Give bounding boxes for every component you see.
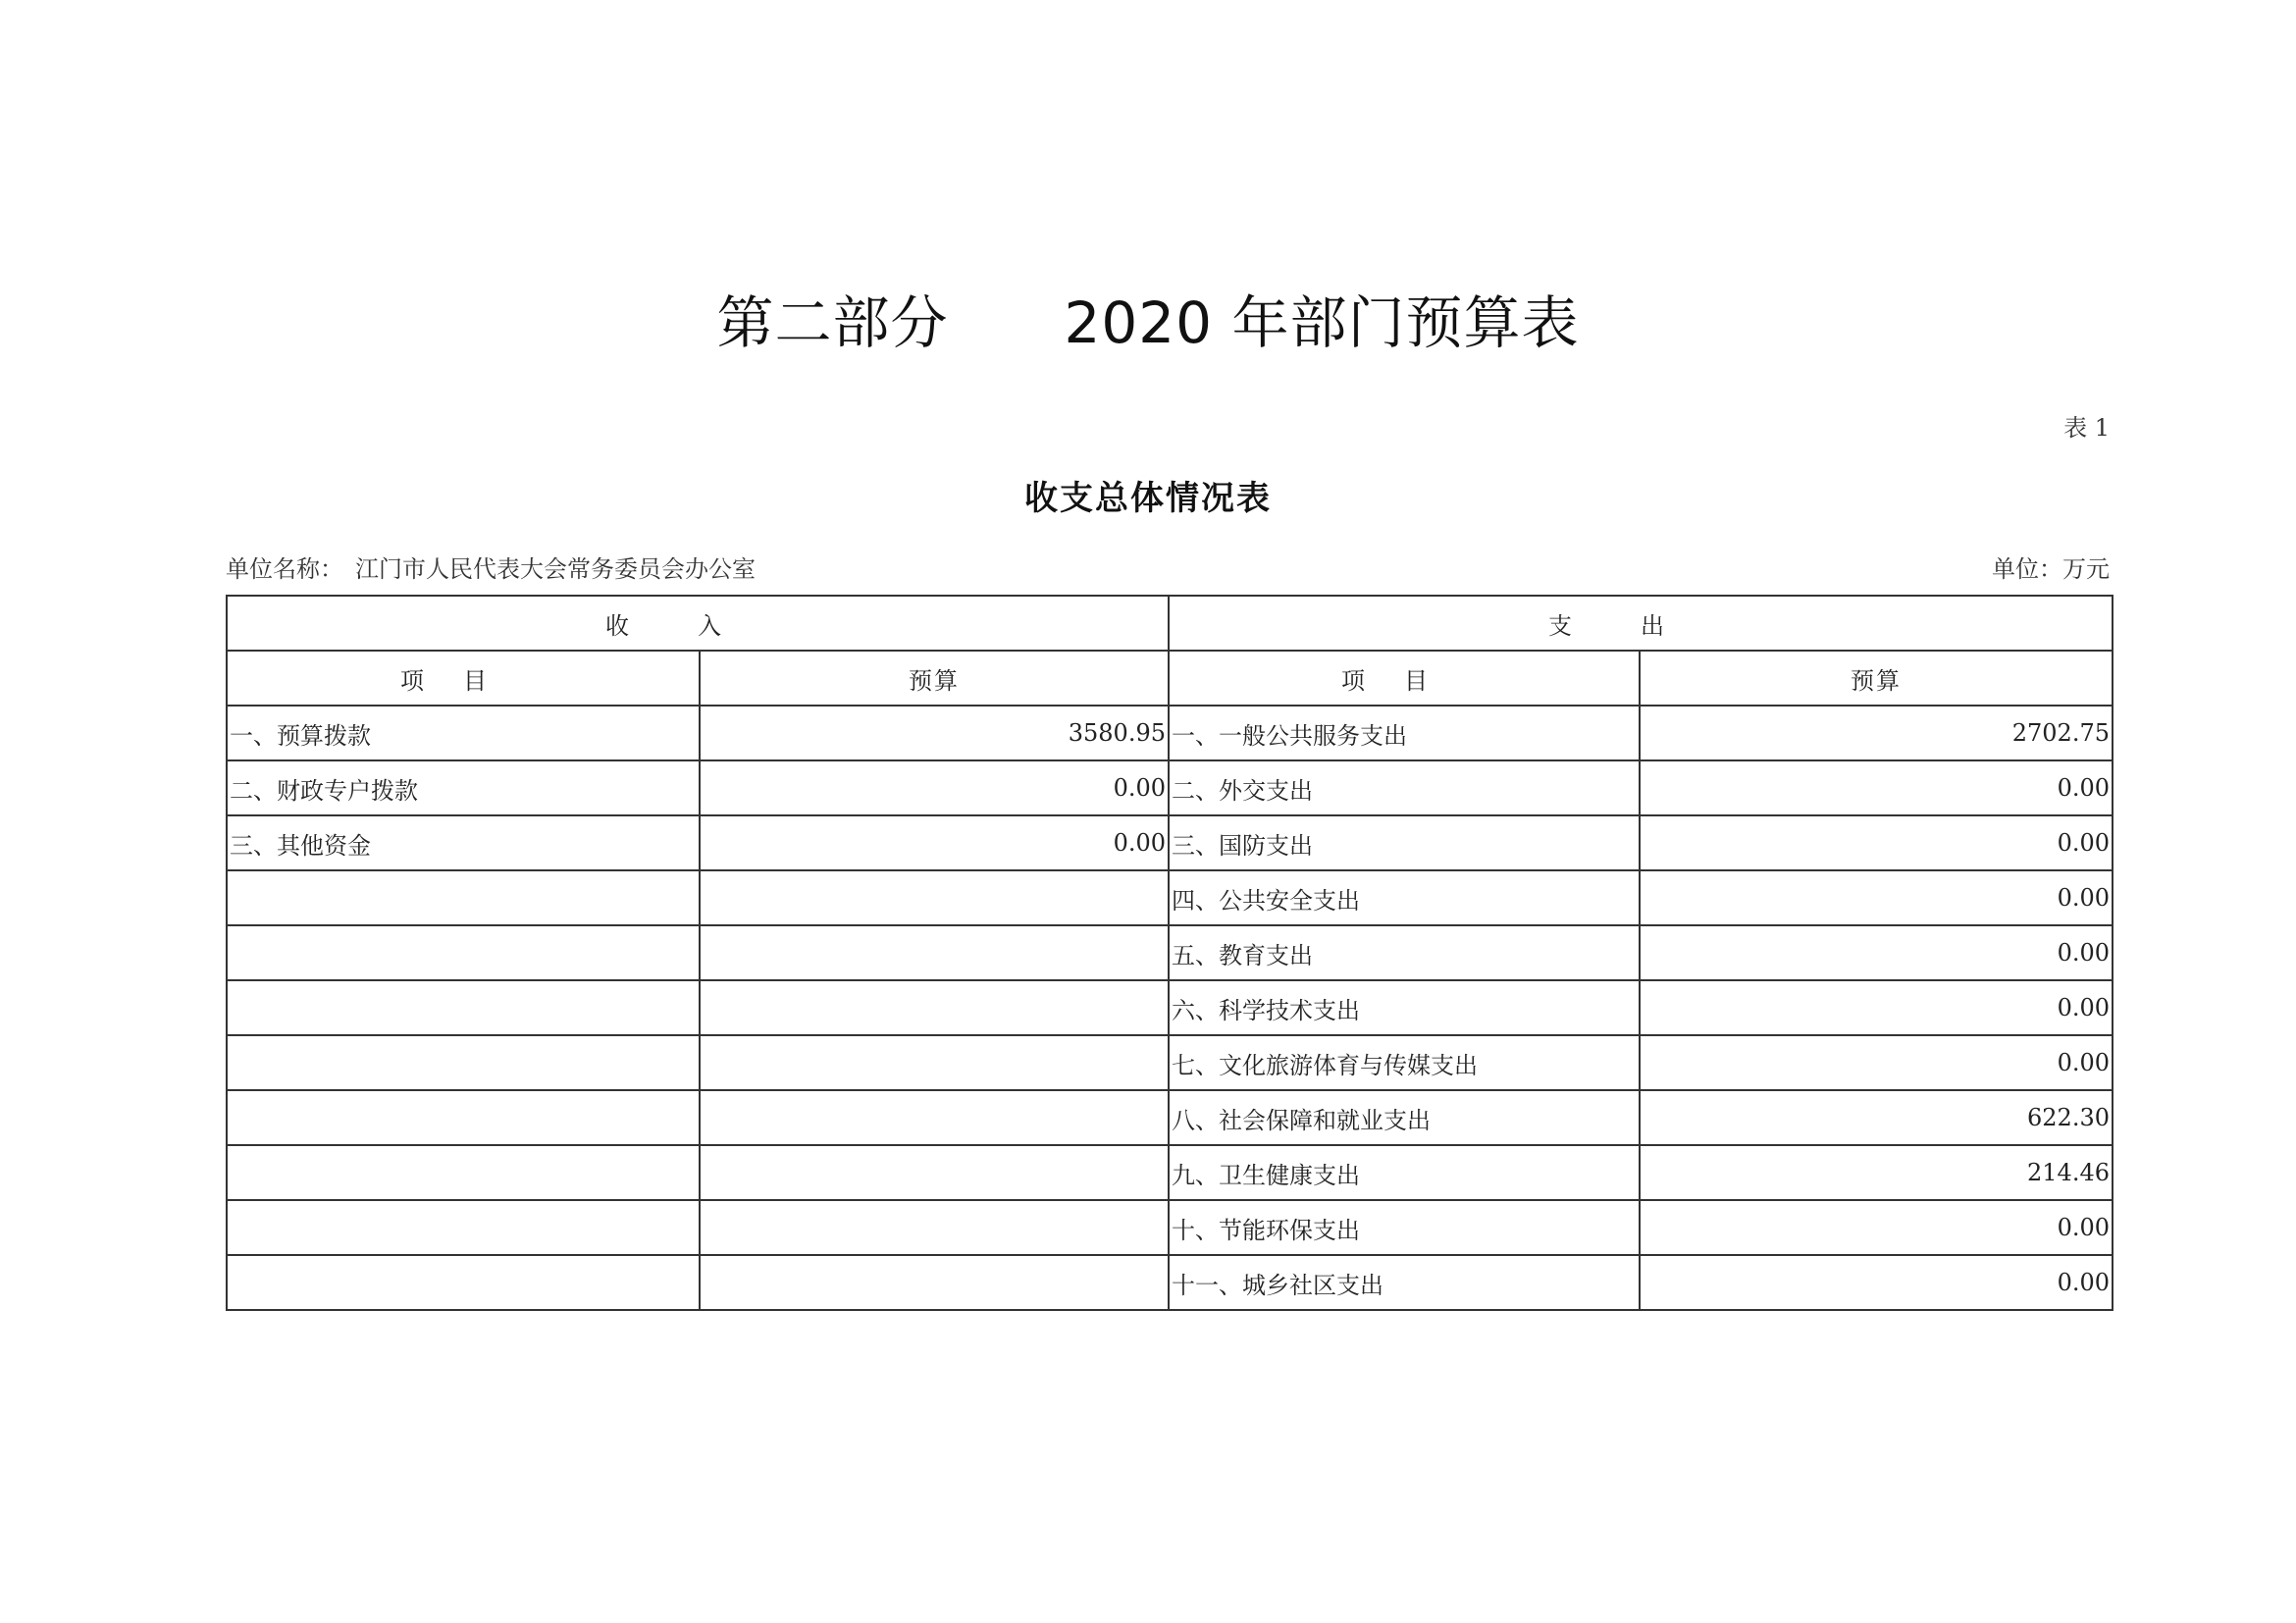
expense-value: 0.00	[1640, 760, 2113, 815]
income-item: 二、财政专户拨款	[227, 760, 700, 815]
income-item	[227, 925, 700, 980]
income-item-header: 项目	[227, 651, 700, 706]
income-item	[227, 1255, 700, 1310]
table-row	[227, 1035, 2113, 1090]
budget-table	[226, 595, 2113, 1311]
income-item	[227, 980, 700, 1035]
income-item	[227, 870, 700, 925]
income-item: 一、预算拨款	[227, 706, 700, 760]
expense-value: 2702.75	[1640, 706, 2113, 760]
table-row	[227, 980, 2113, 1035]
income-budget-header: 预算	[700, 651, 1169, 706]
income-value	[700, 870, 1169, 925]
table-row	[227, 760, 2113, 815]
expense-budget-header: 预算	[1640, 651, 2113, 706]
expense-header: 支出	[1169, 596, 2113, 651]
table-row	[227, 1090, 2113, 1145]
income-value: 0.00	[700, 760, 1169, 815]
income-value	[700, 1035, 1169, 1090]
table-row	[227, 1145, 2113, 1200]
income-value	[700, 1200, 1169, 1255]
expense-item: 一、一般公共服务支出	[1169, 706, 1640, 760]
expense-item: 三、国防支出	[1169, 815, 1640, 870]
expense-item: 七、文化旅游体育与传媒支出	[1169, 1035, 1640, 1090]
expense-value: 0.00	[1640, 980, 2113, 1035]
unit-label: 单位：万元	[1992, 555, 2110, 583]
expense-item: 二、外交支出	[1169, 760, 1640, 815]
table-row	[227, 1200, 2113, 1255]
expense-item: 六、科学技术支出	[1169, 980, 1640, 1035]
expense-value: 214.46	[1640, 1145, 2113, 1200]
income-value	[700, 1255, 1169, 1310]
table-title: 收支总体情况表	[1024, 479, 1272, 518]
expense-item: 九、卫生健康支出	[1169, 1145, 1640, 1200]
income-item: 三、其他资金	[227, 815, 700, 870]
expense-value: 0.00	[1640, 925, 2113, 980]
expense-value: 0.00	[1640, 1035, 2113, 1090]
expense-item: 十一、城乡社区支出	[1169, 1255, 1640, 1310]
expense-value: 0.00	[1640, 1200, 2113, 1255]
expense-item: 四、公共安全支出	[1169, 870, 1640, 925]
income-item	[227, 1090, 700, 1145]
income-value	[700, 925, 1169, 980]
table-row	[227, 925, 2113, 980]
table-row	[227, 815, 2113, 870]
income-value	[700, 1090, 1169, 1145]
column-header-row	[227, 651, 2113, 706]
expense-value: 0.00	[1640, 815, 2113, 870]
income-header: 收入	[227, 596, 1169, 651]
income-value	[700, 980, 1169, 1035]
income-value: 3580.95	[700, 706, 1169, 760]
table-number: 表 1	[2063, 414, 2110, 442]
section-header-row	[227, 596, 2113, 651]
page-title: 第二部分 2020 年部门预算表	[716, 289, 1580, 356]
expense-value: 622.30	[1640, 1090, 2113, 1145]
expense-item: 十、节能环保支出	[1169, 1200, 1640, 1255]
table-row	[227, 1255, 2113, 1310]
expense-item: 五、教育支出	[1169, 925, 1640, 980]
unit-name-label: 单位名称： 江门市人民代表大会常务委员会办公室	[226, 555, 756, 583]
expense-item: 八、社会保障和就业支出	[1169, 1090, 1640, 1145]
table-row	[227, 870, 2113, 925]
income-item	[227, 1145, 700, 1200]
expense-value: 0.00	[1640, 870, 2113, 925]
income-item	[227, 1035, 700, 1090]
income-item	[227, 1200, 700, 1255]
expense-value: 0.00	[1640, 1255, 2113, 1310]
income-value: 0.00	[700, 815, 1169, 870]
expense-item-header: 项目	[1169, 651, 1640, 706]
income-value	[700, 1145, 1169, 1200]
table-row	[227, 706, 2113, 760]
